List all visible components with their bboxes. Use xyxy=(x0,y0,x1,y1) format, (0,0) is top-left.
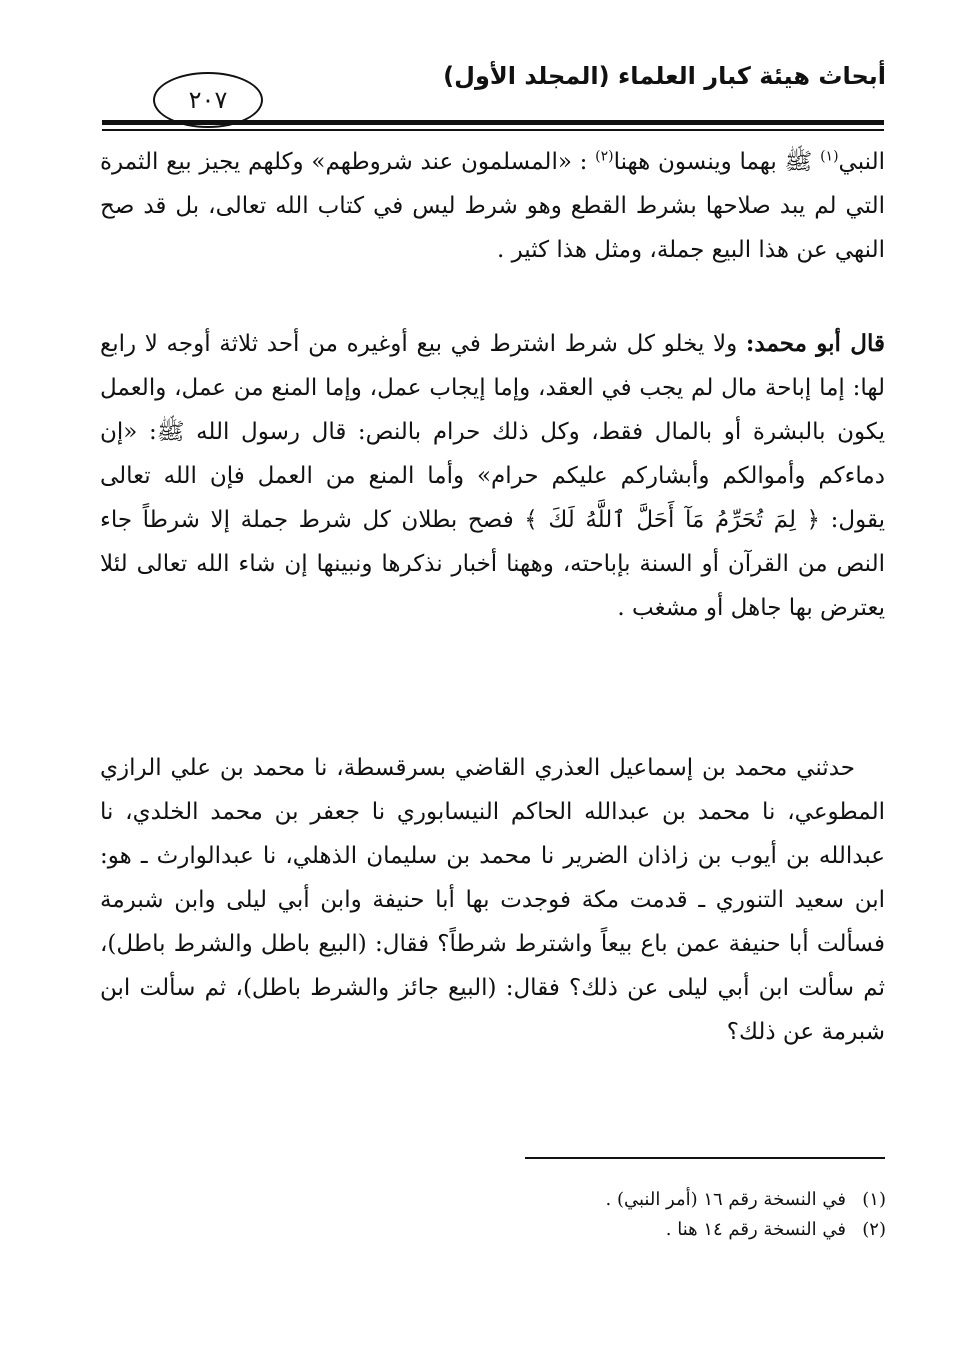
footnote-number: (١) xyxy=(862,1189,886,1210)
header-rule-thin xyxy=(102,129,884,131)
footnote-separator xyxy=(525,1157,885,1159)
running-header-title: أبحاث هيئة كبار العلماء (المجلد الأول) xyxy=(443,62,886,90)
paragraph-2-text: ولا يخلو كل شرط اشترط في بيع أوغيره من أحد ثلاثة أوجه لا رابع لها: إما إباحة مال لم يجب في العقد، وإما إيجاب عمل، وإما المنع من عمل، والعمل يكون بالبشرة أو بالمال فقط، وكل ذلك حرام بالنص: قال رسول الله ﷺ: «إن دماءكم وأموالكم وأبشاركم عليكم حرام» وأما المنع من العمل فإن الله تعالى يقول: ﴿ لِمَ تُحَرِّمُ مَآ أَحَلَّ ٱللَّهُ لَكَ ﴾ فصح بطلان كل شرط جملة إلا شرطاً جاء النص من القرآن أو السنة بإباحته، وههنا أخبار نذكرها ونبينها إن شاء الله تعالى لئلا يعترض بها جاهل أو مشغب . xyxy=(100,331,885,621)
paragraph-1-part-a: النبي xyxy=(838,149,885,175)
footnote-number: (٢) xyxy=(862,1219,886,1240)
paragraph-2 xyxy=(100,322,885,630)
paragraph-3 xyxy=(100,746,885,1054)
footnote-ref-2: (٢) xyxy=(595,148,614,165)
footnote-text: في النسخة رقم ١٤ هنا . xyxy=(665,1219,846,1240)
paragraph-3-text: حدثني محمد بن إسماعيل العذري القاضي بسرقسطة، نا محمد بن علي الرازي المطوعي، نا محمد بن عبدالله الحاكم النيسابوري نا جعفر بن محمد الخلدي، نا عبدالله بن أيوب بن زاذان الضرير نا محمد بن سليمان الذهلي، نا عبدالوارث ـ هو: ابن سعيد التنوري ـ قدمت مكة فوجدت بها أبا حنيفة وابن أبي ليلى وابن شبرمة فسألت أبا حنيفة عمن باع بيعاً واشترط شرطاً؟ فقال: (البيع باطل والشرط باطل)، ثم سألت ابن أبي ليلى عن ذلك؟ فقال: (البيع جائز والشرط باطل)، ثم سألت ابن شبرمة عن ذلك؟ xyxy=(100,755,885,1045)
footnote-text: في النسخة رقم ١٦ (أمر النبي) . xyxy=(605,1189,846,1210)
footnote-item xyxy=(186,1215,886,1245)
paragraph-1-part-b: ﷺ بهما وينسون ههنا xyxy=(613,149,821,175)
footnote-item xyxy=(186,1185,886,1215)
paragraph-1-part-c: : «المسلمون عند شروطهم» وكلهم يجيز بيع الثمرة التي لم يبد صلاحها بشرط القطع وهو شرط ليس في كتاب الله تعالى، بل قد صح النهي عن هذا البيع جملة، ومثل هذا كثير . xyxy=(100,149,885,263)
page-number-text: ٢٠٧ xyxy=(188,86,228,114)
paragraph-2-lead: قال أبو محمد: xyxy=(745,330,885,357)
paragraph-1 xyxy=(100,140,885,272)
header-rule-thick xyxy=(102,120,884,125)
footnotes-list xyxy=(186,1185,886,1245)
footnote-ref-1: (١) xyxy=(820,148,839,165)
